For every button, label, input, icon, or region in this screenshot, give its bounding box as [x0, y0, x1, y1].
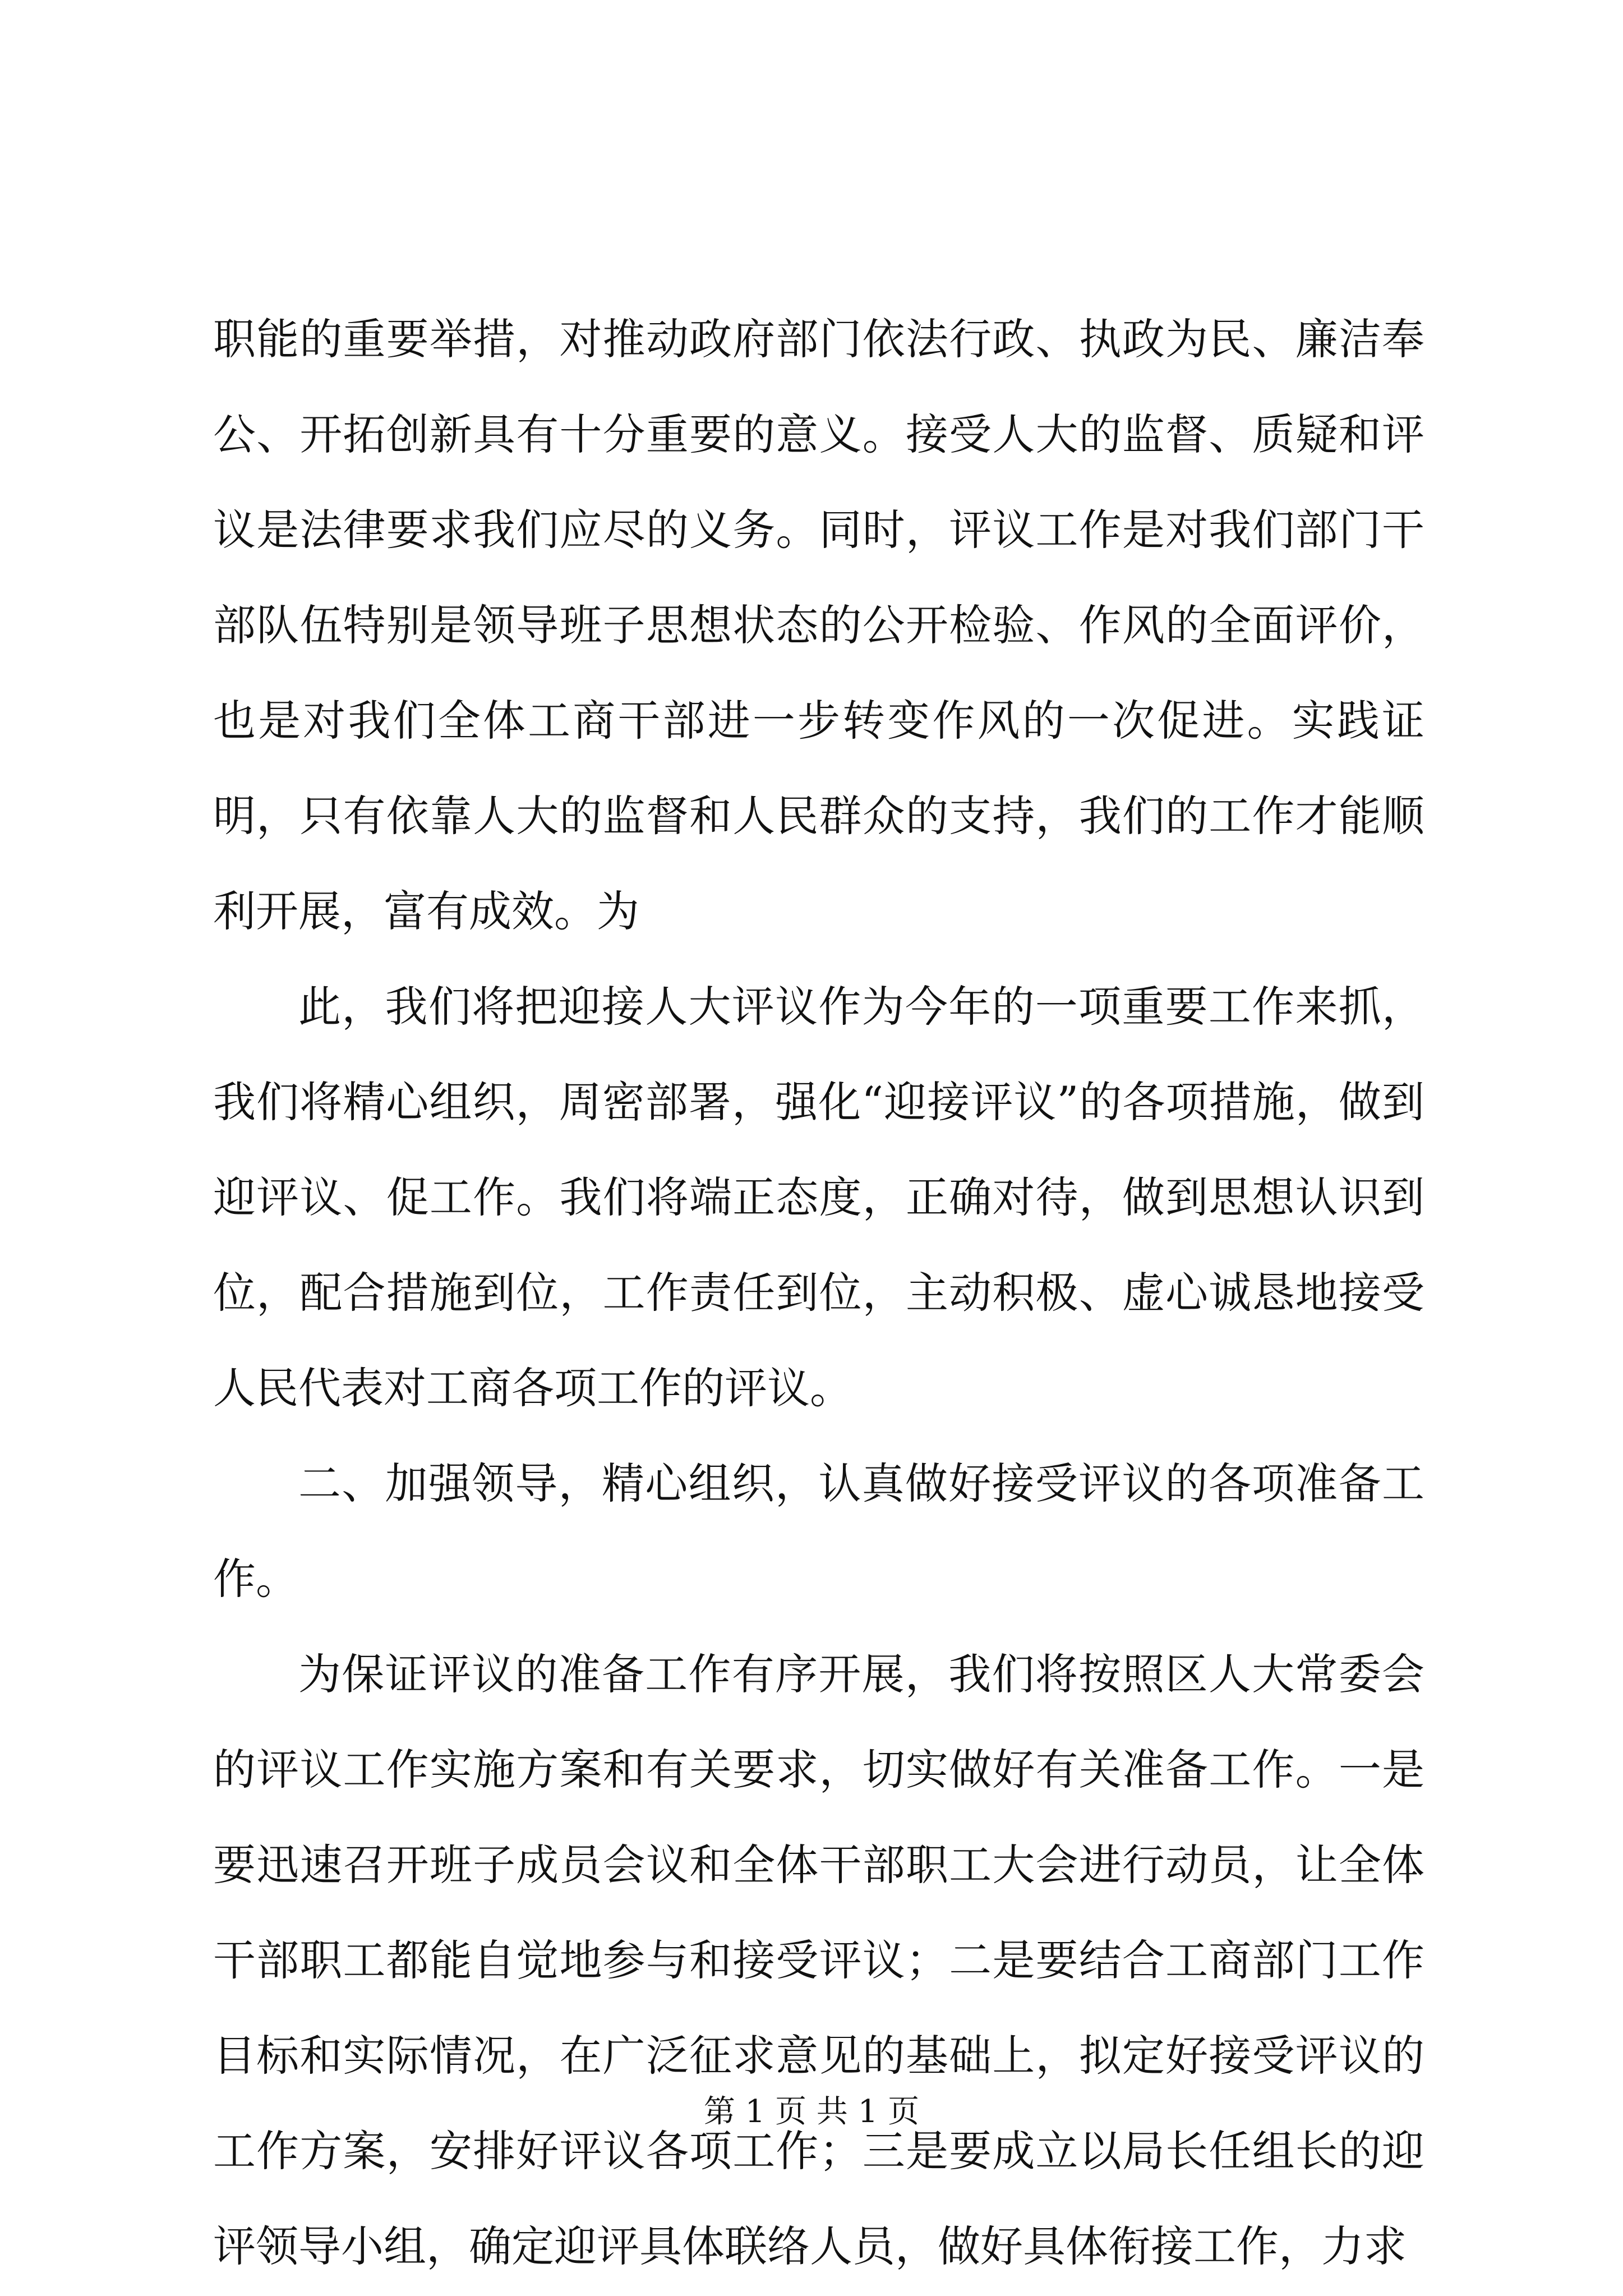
- paragraph-4: 为保证评议的准备工作有序开展，我们将按照区人大常委会的评议工作实施方案和有关要求，切实做好有关准备工作。一是要迅速召开班子成员会议和全体干部职工大会进行动员，让全体干部职工都能自觉地参与和接受评议；二是要结合工商部门工作目标和实际情况，在广泛征求意见的基础上，拟定好接受评议的工作方案，安排好评议各项工作；三是要成立以局长任组长的迎评领导小组，确定迎评具体联络人员，做好具体衔接工作，力求: [213, 1649, 1424, 2271]
- paragraph-1: 职能的重要举措，对推动政府部门依法行政、执政为民、廉洁奉公、开拓创新具有十分重要的意义。接受人大的监督、质疑和评议是法律要求我们应尽的义务。同时，评议工作是对我们部门干部队伍特别是领导班子思想状态的公开检验、作风的全面评价，也是对我们全体工商干部进一步转变作风的一次促进。实践证明，只有依靠人大的监督和人民群众的支持，我们的工作才能顺利开展，富有成效。为: [213, 314, 1424, 936]
- document-body: [213, 292, 1424, 2294]
- paragraph-3-heading: 二、加强领导，精心组织，认真做好接受评议的各项准备工作。: [213, 1458, 1424, 1604]
- paragraph-2: 此，我们将把迎接人大评议作为今年的一项重要工作来抓，我们将精心组织，周密部署，强化“迎接评议”的各项措施，做到迎评议、促工作。我们将端正态度，正确对待，做到思想认识到位，配合措施到位，工作责任到位，主动积极、虚心诚恳地接受人民代表对工商各项工作的评议。: [213, 982, 1424, 1413]
- page-footer: 第 1 页 共 1 页: [703, 2093, 920, 2130]
